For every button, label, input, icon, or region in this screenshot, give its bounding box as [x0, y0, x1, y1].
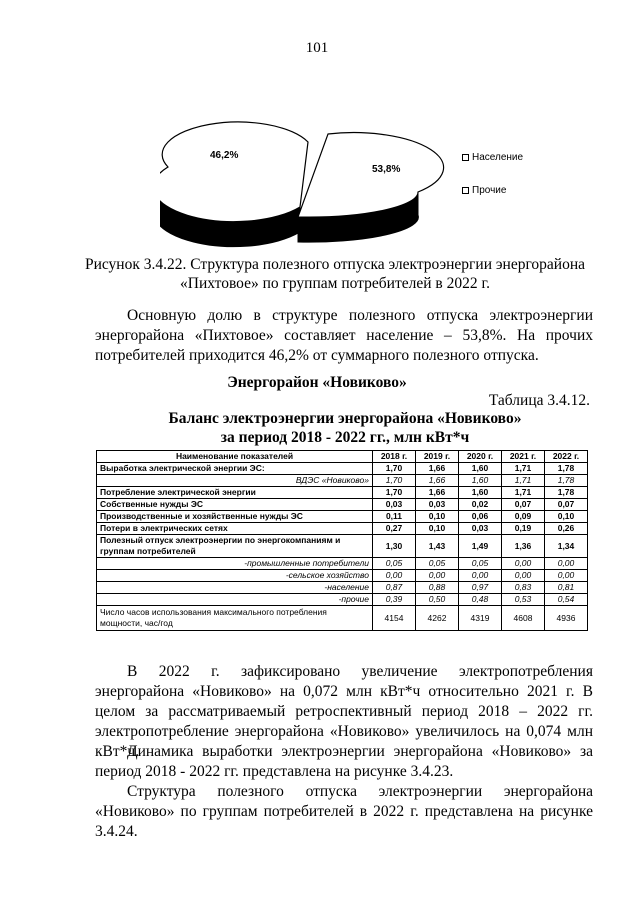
cell: 0,26 [545, 523, 588, 535]
table-title [0, 409, 634, 447]
cell: 0,10 [416, 523, 459, 535]
header-2022: 2022 г. [545, 451, 588, 463]
cell: 1,71 [502, 475, 545, 487]
cell: 0,87 [373, 582, 416, 594]
row-name: Число часов использования максимального потребления мощности, час/год [97, 606, 373, 631]
cell: 4262 [416, 606, 459, 631]
cell: 0,07 [502, 499, 545, 511]
legend-swatch-naselenie [462, 154, 469, 161]
pie-chart-svg [160, 112, 480, 252]
table-row [97, 523, 588, 535]
paragraph-1 [95, 306, 593, 366]
cell: 0,07 [545, 499, 588, 511]
cell: 4936 [545, 606, 588, 631]
paragraph-3 [95, 742, 593, 782]
header-2020: 2020 г. [459, 451, 502, 463]
paragraph-4-text: Структура полезного отпуска электроэнергии энергорайона «Новиково» по группам потребителей в 2022 г. представлена на рисунке 3.4.24. [95, 783, 593, 840]
cell: 4154 [373, 606, 416, 631]
cell: 0,02 [459, 499, 502, 511]
cell: 0,05 [459, 558, 502, 570]
table-row [97, 582, 588, 594]
cell: 0,06 [459, 511, 502, 523]
cell: 0,03 [373, 499, 416, 511]
cell: 1,34 [545, 535, 588, 558]
header-2021: 2021 г. [502, 451, 545, 463]
paragraph-2-text: В 2022 г. зафиксировано увеличение электропотребления энергорайона «Новиково» на 0,072 млн кВт*ч относительно 2021 г. В целом за рассматриваемый ретроспективный период 2018 – 2022 гг. электропотребление энергорайона «Новиково» увеличилось на 0,074 млн кВт*ч. [95, 663, 593, 760]
legend-label-prochie: Прочие [472, 185, 507, 196]
legend-swatch-prochie [462, 187, 469, 194]
table-row [97, 511, 588, 523]
row-name: Полезный отпуск электроэнергии по энергокомпаниям и группам потребителей [97, 535, 373, 558]
table-row [97, 463, 588, 475]
cell: 0,48 [459, 594, 502, 606]
table-row [97, 487, 588, 499]
pie-label-prochie: 46,2% [210, 150, 239, 161]
cell: 0,10 [545, 511, 588, 523]
cell: 0,00 [502, 558, 545, 570]
cell: 0,19 [502, 523, 545, 535]
row-name: -население [97, 582, 373, 594]
row-name: Потребление электрической энергии [97, 487, 373, 499]
table-header-row [97, 451, 588, 463]
pie-legend [462, 150, 523, 216]
cell: 0,97 [459, 582, 502, 594]
table-row [97, 606, 588, 631]
cell: 1,66 [416, 475, 459, 487]
cell: 1,78 [545, 487, 588, 499]
cell: 1,30 [373, 535, 416, 558]
legend-label-naselenie: Население [472, 152, 524, 163]
row-name: -промышленные потребители [97, 558, 373, 570]
row-name: -прочие [97, 594, 373, 606]
header-2019: 2019 г. [416, 451, 459, 463]
table-row [97, 558, 588, 570]
pie-slice-naselenie [298, 133, 444, 218]
cell: 1,70 [373, 463, 416, 475]
paragraph-1-text: Основную долю в структуре полезного отпуска электроэнергии энергорайона «Пихтовое» составляет население – 53,8%. На прочих потребителей приходится 46,2% от суммарного полезного отпуска. [95, 307, 593, 364]
cell: 0,54 [545, 594, 588, 606]
cell: 1,49 [459, 535, 502, 558]
legend-item-naselenie [462, 150, 523, 165]
cell: 1,43 [416, 535, 459, 558]
table-row [97, 570, 588, 582]
balance-table [96, 450, 588, 631]
cell: 0,00 [545, 570, 588, 582]
pie-chart [160, 112, 480, 252]
figure-caption: Рисунок 3.4.22. Структура полезного отпуска электроэнергии энергорайона «Пихтовое» по группам потребителей в 2022 г. [84, 256, 586, 292]
cell: 0,05 [416, 558, 459, 570]
table-row [97, 475, 588, 487]
cell: 4319 [459, 606, 502, 631]
cell: 0,09 [502, 511, 545, 523]
cell: 0,11 [373, 511, 416, 523]
cell: 1,60 [459, 487, 502, 499]
cell: 0,00 [459, 570, 502, 582]
cell: 1,60 [459, 475, 502, 487]
paragraph-4 [95, 782, 593, 842]
cell: 1,70 [373, 475, 416, 487]
cell: 0,53 [502, 594, 545, 606]
cell: 0,00 [502, 570, 545, 582]
cell: 0,88 [416, 582, 459, 594]
cell: 1,36 [502, 535, 545, 558]
cell: 0,03 [416, 499, 459, 511]
row-name: -сельское хозяйство [97, 570, 373, 582]
table-number: Таблица 3.4.12. [488, 392, 590, 409]
cell: 1,78 [545, 475, 588, 487]
header-name: Наименование показателей [97, 451, 373, 463]
table-title-line-2: за период 2018 - 2022 гг., млн кВт*ч [220, 429, 470, 446]
row-name: Потери в электрических сетях [97, 523, 373, 535]
table-row [97, 594, 588, 606]
legend-item-prochie [462, 183, 523, 198]
cell: 1,60 [459, 463, 502, 475]
pie-slice-prochie [160, 122, 308, 222]
cell: 0,00 [373, 570, 416, 582]
table-row [97, 499, 588, 511]
cell: 0,83 [502, 582, 545, 594]
cell: 4608 [502, 606, 545, 631]
cell: 1,66 [416, 487, 459, 499]
row-name: Выработка электрической энергии ЭС: [97, 463, 373, 475]
cell: 1,78 [545, 463, 588, 475]
header-2018: 2018 г. [373, 451, 416, 463]
section-heading: Энергорайон «Новиково» [227, 374, 407, 391]
table-title-line-1: Баланс электроэнергии энергорайона «Новиково» [168, 410, 522, 427]
paragraph-3-text: Динамика выработки электроэнергии энергорайона «Новиково» за период 2018 - 2022 гг. представлена на рисунке 3.4.23. [95, 743, 593, 780]
cell: 0,03 [459, 523, 502, 535]
cell: 0,10 [416, 511, 459, 523]
cell: 0,27 [373, 523, 416, 535]
cell: 0,00 [416, 570, 459, 582]
cell: 1,71 [502, 487, 545, 499]
cell: 0,05 [373, 558, 416, 570]
cell: 1,71 [502, 463, 545, 475]
row-name: Производственные и хозяйственные нужды ЭС [97, 511, 373, 523]
table-row [97, 535, 588, 558]
cell: 1,70 [373, 487, 416, 499]
cell: 0,50 [416, 594, 459, 606]
row-name: ВДЭС «Новиково» [97, 475, 373, 487]
cell: 0,00 [545, 558, 588, 570]
pie-label-naselenie: 53,8% [372, 164, 401, 175]
page-number: 101 [305, 40, 329, 56]
cell: 0,81 [545, 582, 588, 594]
cell: 0,39 [373, 594, 416, 606]
cell: 1,66 [416, 463, 459, 475]
row-name: Собственные нужды ЭС [97, 499, 373, 511]
